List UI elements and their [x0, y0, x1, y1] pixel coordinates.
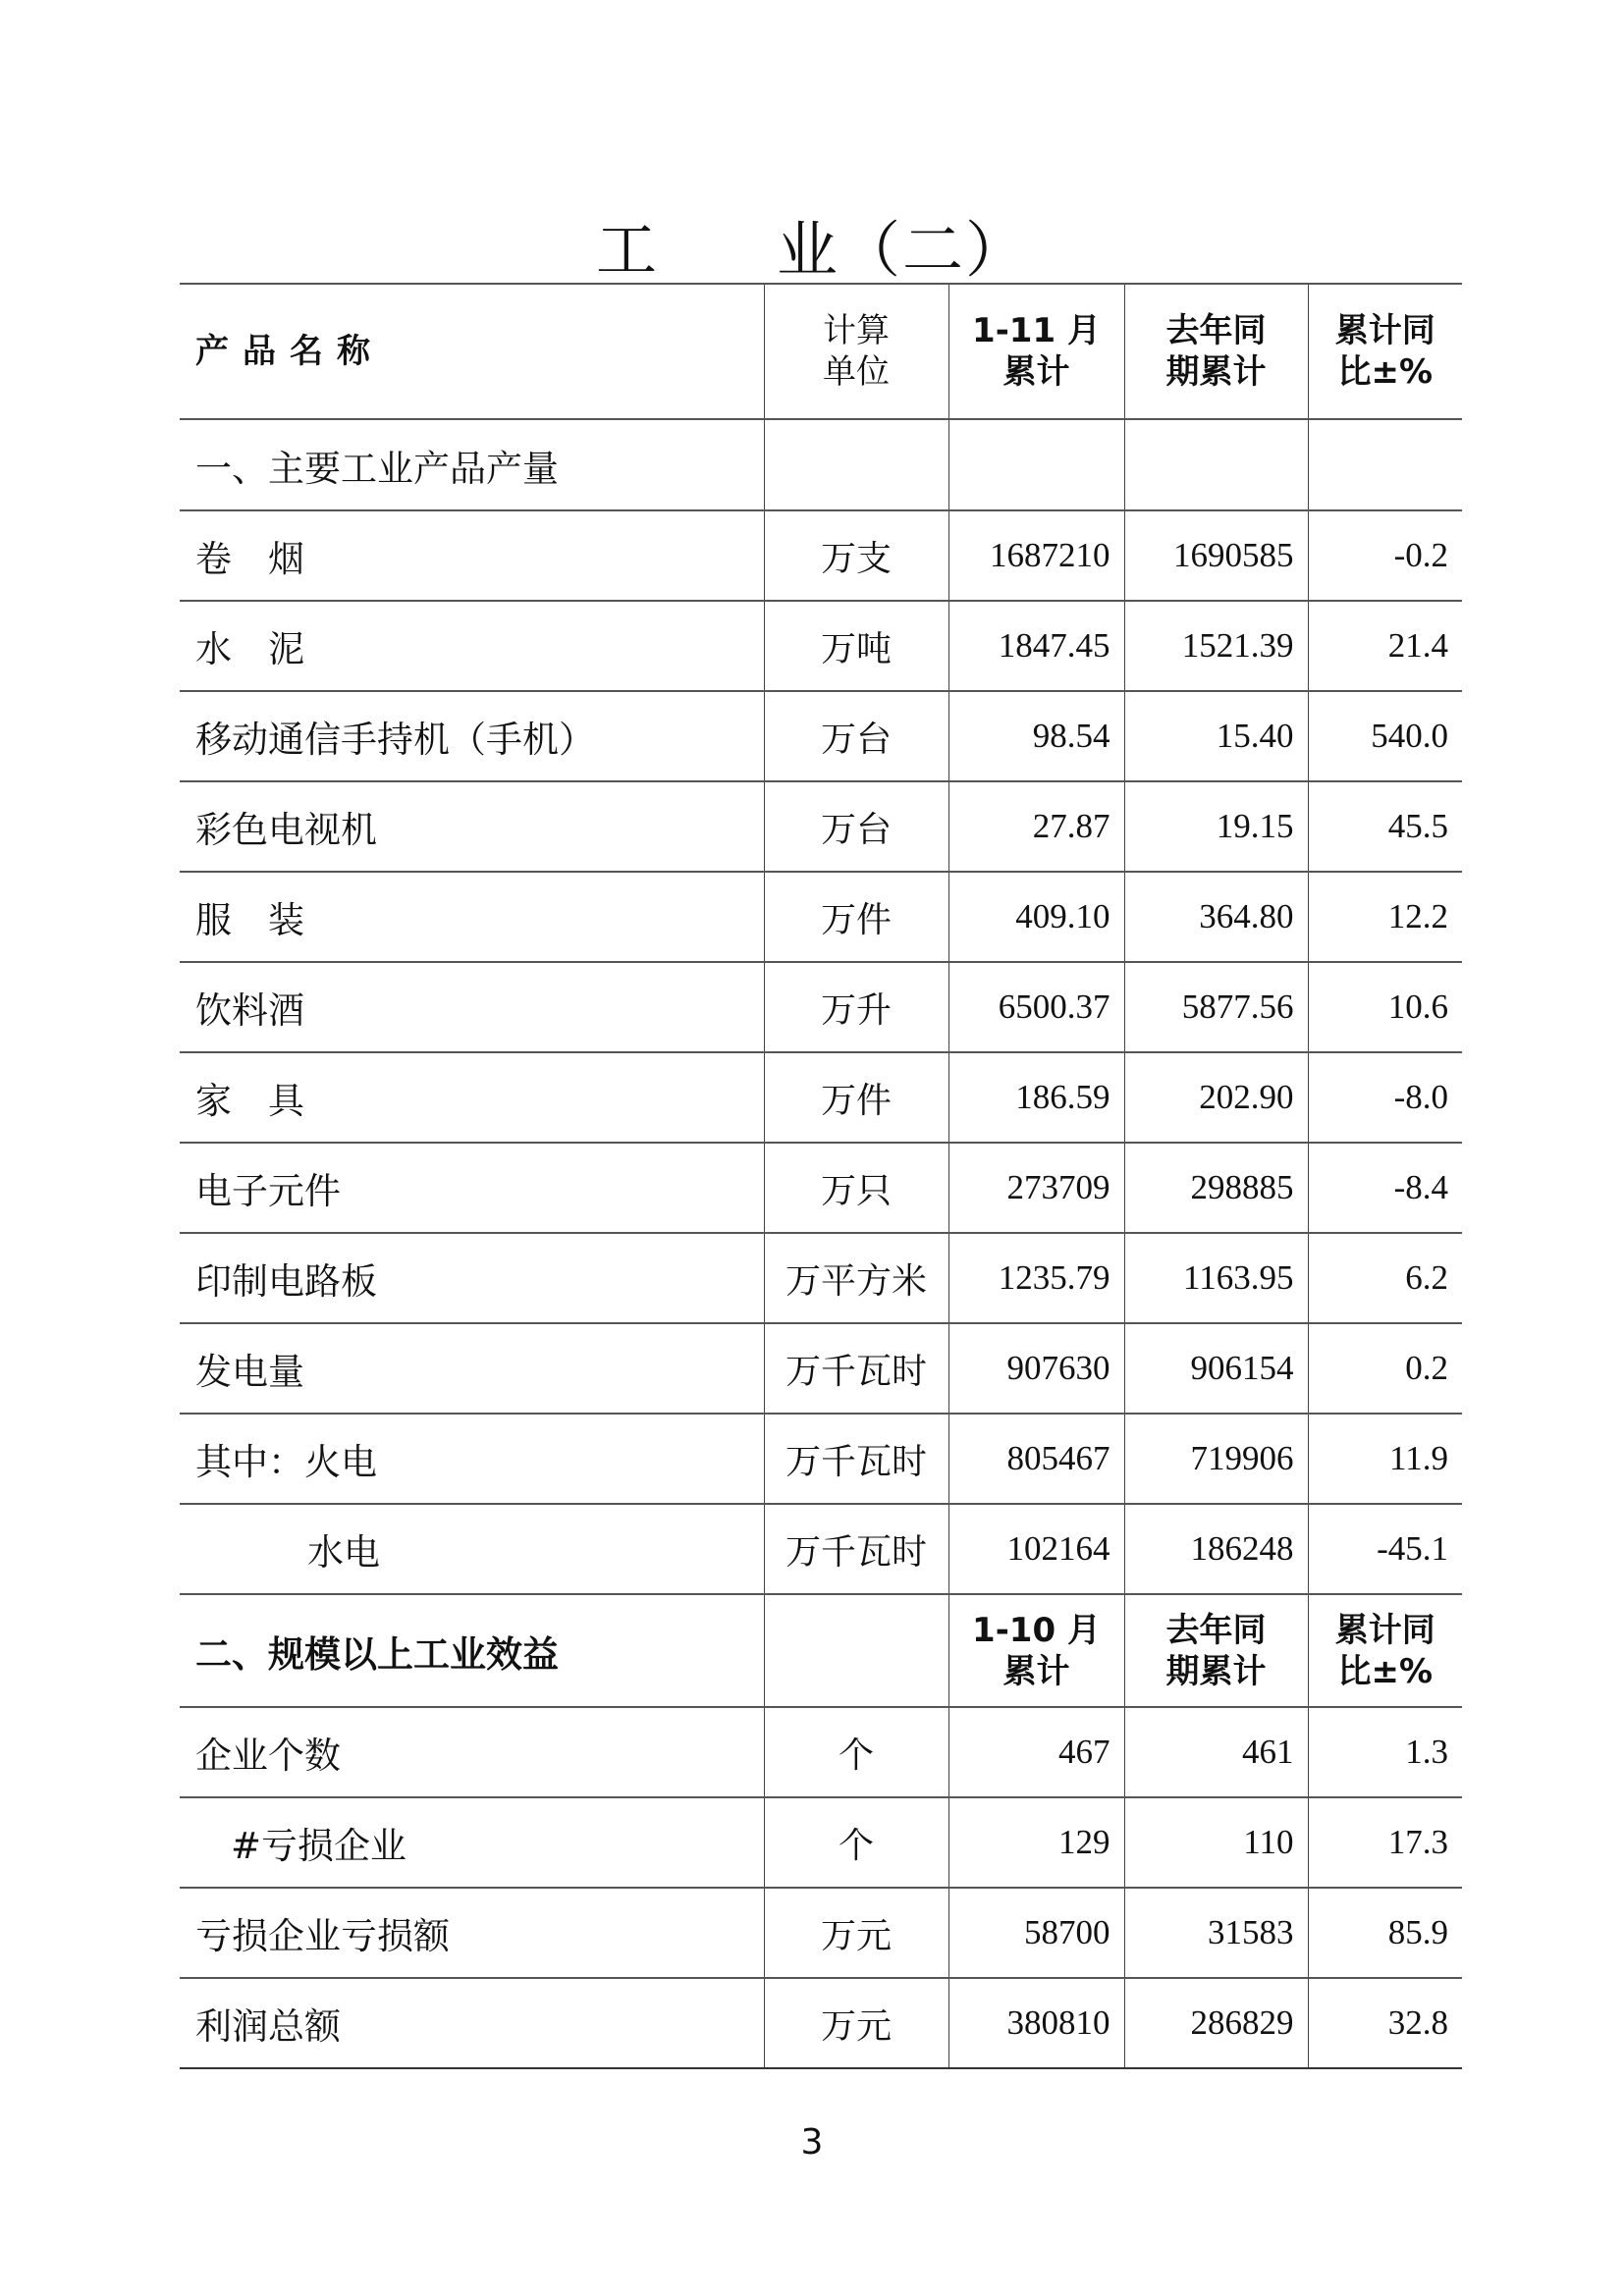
unit-cell: 万平方米 — [764, 1233, 948, 1323]
table-row — [180, 601, 1462, 691]
current-value: 273709 — [948, 1143, 1124, 1233]
header-current: 1-11 月 累计 — [948, 284, 1124, 419]
yoy-value: 21.4 — [1308, 601, 1462, 691]
section-label: 一、主要工业产品产量 — [195, 447, 559, 490]
product-name: 印制电路板 — [195, 1260, 377, 1303]
table-row — [180, 691, 1462, 781]
unit-cell: 万台 — [764, 781, 948, 872]
yoy-value: 85.9 — [1308, 1888, 1462, 1978]
table-row — [180, 781, 1462, 872]
section2-previous-header: 去年同 期累计 — [1124, 1594, 1308, 1707]
header-unit: 计算 单位 — [764, 284, 948, 419]
yoy-value: -8.0 — [1308, 1052, 1462, 1143]
indicator-name: 利润总额 — [195, 2005, 341, 2048]
header-previous: 去年同 期累计 — [1124, 284, 1308, 419]
unit-cell: 万件 — [764, 872, 948, 962]
product-name: 电子元件 — [195, 1170, 341, 1212]
table-row — [180, 510, 1462, 601]
indicator-name: 企业个数 — [195, 1735, 341, 1777]
section-heading-output — [180, 419, 1462, 510]
page-title-left: 工 — [595, 214, 659, 286]
table-row — [180, 1707, 1462, 1797]
section-heading-benefits — [180, 1594, 1462, 1707]
page-title-right: 业（二） — [777, 214, 1029, 286]
current-value: 58700 — [948, 1888, 1124, 1978]
section-label: 二、规模以上工业效益 — [195, 1632, 559, 1676]
unit-cell: 万吨 — [764, 601, 948, 691]
table-row — [180, 1143, 1462, 1233]
industry-table — [180, 283, 1462, 2069]
current-value: 380810 — [948, 1978, 1124, 2068]
current-value: 129 — [948, 1797, 1124, 1888]
page-number: 3 — [800, 2122, 824, 2163]
table-row — [180, 872, 1462, 962]
previous-value: 110 — [1124, 1797, 1308, 1888]
table-row — [180, 1323, 1462, 1414]
table-row — [180, 962, 1462, 1052]
unit-cell: 万只 — [764, 1143, 948, 1233]
product-name: 水电 — [307, 1531, 380, 1574]
unit-cell: 万元 — [764, 1888, 948, 1978]
previous-value: 202.90 — [1124, 1052, 1308, 1143]
page-title — [0, 201, 1624, 289]
yoy-value: -8.4 — [1308, 1143, 1462, 1233]
yoy-value: 10.6 — [1308, 962, 1462, 1052]
product-name: 家 具 — [195, 1080, 304, 1122]
product-name: 服 装 — [195, 899, 304, 941]
indicator-name: 亏损企业亏损额 — [195, 1915, 450, 1957]
table-row — [180, 1888, 1462, 1978]
product-name: 移动通信手持机（手机） — [195, 719, 595, 761]
previous-value: 19.15 — [1124, 781, 1308, 872]
current-value: 1235.79 — [948, 1233, 1124, 1323]
yoy-value: 12.2 — [1308, 872, 1462, 962]
previous-value: 1521.39 — [1124, 601, 1308, 691]
yoy-value: 540.0 — [1308, 691, 1462, 781]
current-value: 467 — [948, 1707, 1124, 1797]
product-name: 其中：火电 — [195, 1441, 377, 1483]
section2-yoy-header: 累计同 比±% — [1308, 1594, 1462, 1707]
previous-value: 719906 — [1124, 1414, 1308, 1504]
previous-value: 286829 — [1124, 1978, 1308, 2068]
current-value: 6500.37 — [948, 962, 1124, 1052]
table-row — [180, 1978, 1462, 2068]
product-name: 水 泥 — [195, 628, 304, 670]
unit-cell: 万元 — [764, 1978, 948, 2068]
yoy-value: 0.2 — [1308, 1323, 1462, 1414]
current-value: 27.87 — [948, 781, 1124, 872]
product-name: 卷 烟 — [195, 538, 304, 580]
yoy-value: -0.2 — [1308, 510, 1462, 601]
unit-cell: 个 — [764, 1707, 948, 1797]
yoy-value: 32.8 — [1308, 1978, 1462, 2068]
unit-cell: 万升 — [764, 962, 948, 1052]
table-row — [180, 1414, 1462, 1504]
previous-value: 1163.95 — [1124, 1233, 1308, 1323]
current-value: 1687210 — [948, 510, 1124, 601]
product-name: 彩色电视机 — [195, 809, 377, 851]
yoy-value: 45.5 — [1308, 781, 1462, 872]
indicator-name: #亏损企业 — [231, 1825, 407, 1867]
table-header-row — [180, 284, 1462, 419]
previous-value: 364.80 — [1124, 872, 1308, 962]
unit-cell: 万千瓦时 — [764, 1323, 948, 1414]
yoy-value: 6.2 — [1308, 1233, 1462, 1323]
yoy-value: -45.1 — [1308, 1504, 1462, 1594]
unit-cell: 个 — [764, 1797, 948, 1888]
previous-value: 1690585 — [1124, 510, 1308, 601]
unit-cell: 万千瓦时 — [764, 1414, 948, 1504]
current-value: 186.59 — [948, 1052, 1124, 1143]
previous-value: 5877.56 — [1124, 962, 1308, 1052]
current-value: 1847.45 — [948, 601, 1124, 691]
header-yoy: 累计同 比±% — [1308, 284, 1462, 419]
table-row — [180, 1233, 1462, 1323]
current-value: 98.54 — [948, 691, 1124, 781]
header-product-name: 产品名称 — [195, 332, 384, 371]
previous-value: 298885 — [1124, 1143, 1308, 1233]
yoy-value: 17.3 — [1308, 1797, 1462, 1888]
current-value: 907630 — [948, 1323, 1124, 1414]
table-row — [180, 1052, 1462, 1143]
yoy-value: 1.3 — [1308, 1707, 1462, 1797]
unit-cell: 万件 — [764, 1052, 948, 1143]
product-name: 饮料酒 — [195, 989, 304, 1032]
unit-cell: 万支 — [764, 510, 948, 601]
current-value: 409.10 — [948, 872, 1124, 962]
section2-current-header: 1-10 月 累计 — [948, 1594, 1124, 1707]
table-row — [180, 1797, 1462, 1888]
table-row — [180, 1504, 1462, 1594]
previous-value: 461 — [1124, 1707, 1308, 1797]
previous-value: 906154 — [1124, 1323, 1308, 1414]
current-value: 805467 — [948, 1414, 1124, 1504]
yoy-value: 11.9 — [1308, 1414, 1462, 1504]
current-value: 102164 — [948, 1504, 1124, 1594]
previous-value: 15.40 — [1124, 691, 1308, 781]
previous-value: 31583 — [1124, 1888, 1308, 1978]
previous-value: 186248 — [1124, 1504, 1308, 1594]
unit-cell: 万千瓦时 — [764, 1504, 948, 1594]
unit-cell: 万台 — [764, 691, 948, 781]
product-name: 发电量 — [195, 1351, 304, 1393]
